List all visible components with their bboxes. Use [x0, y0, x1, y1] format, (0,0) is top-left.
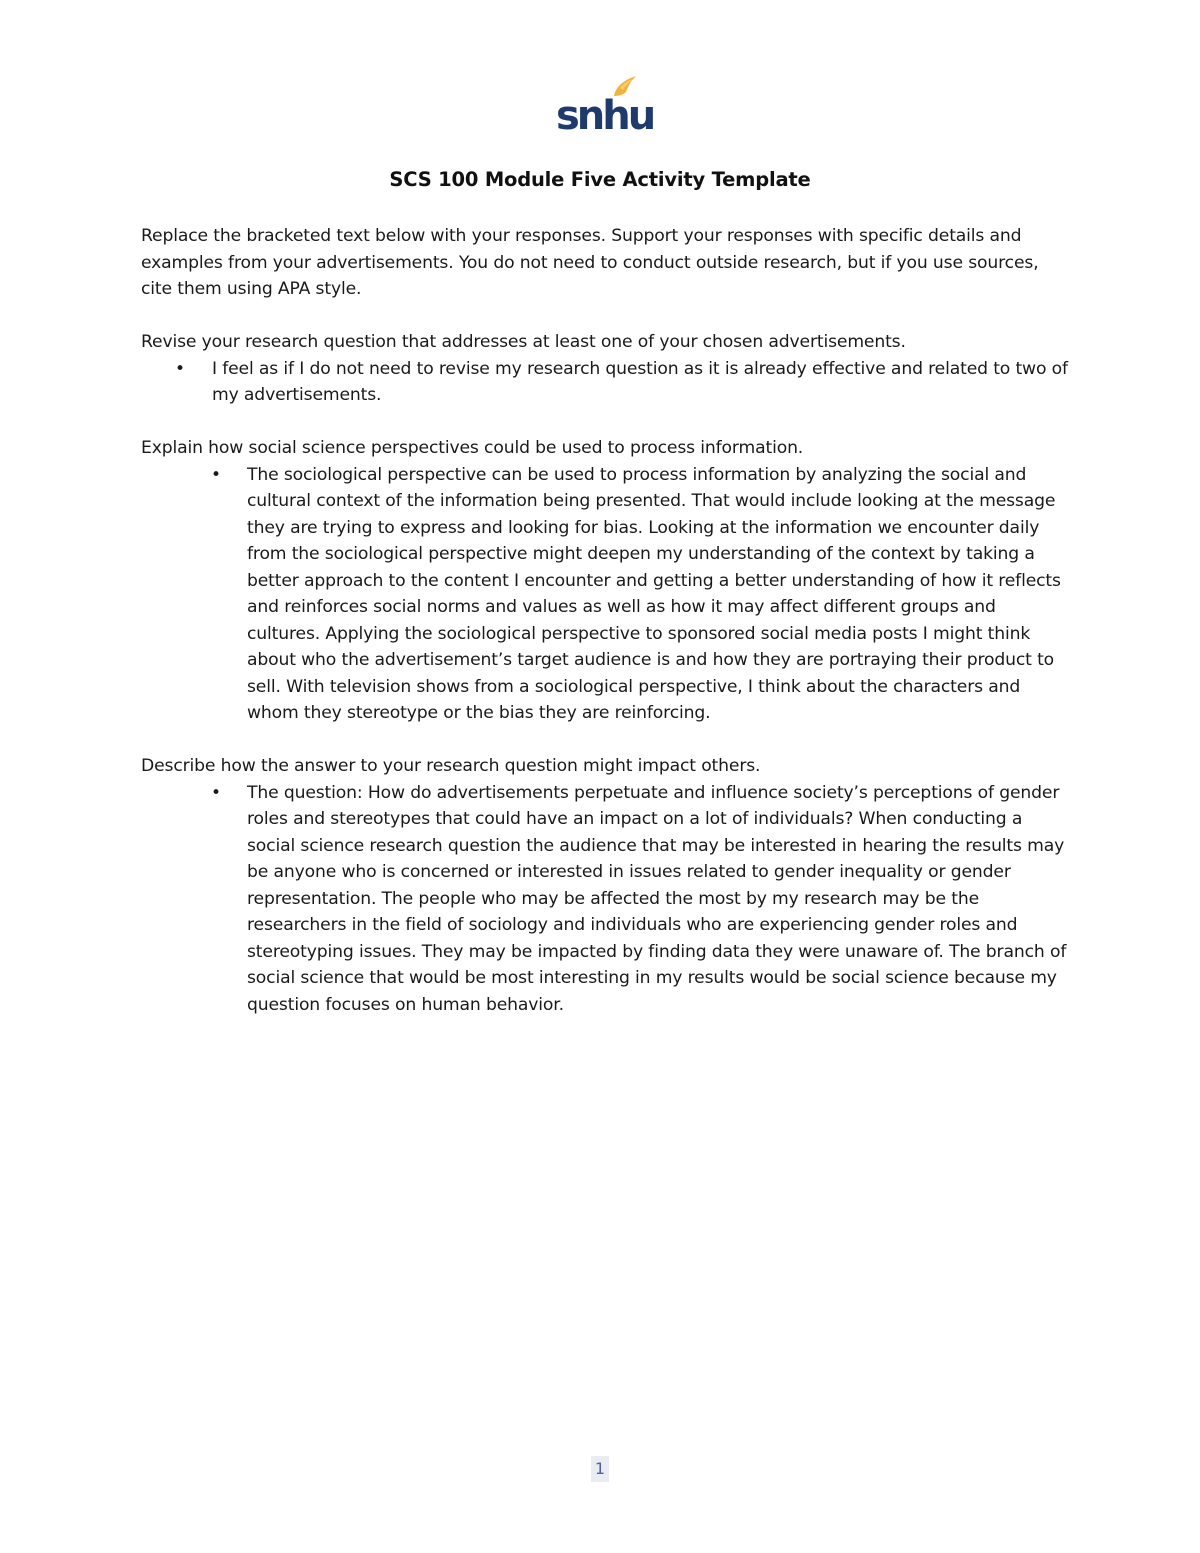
section-prompt: Revise your research question that addresses at least one of your chosen advertisements. [141, 332, 906, 352]
logo-wordmark: snhu [556, 93, 654, 139]
page-number: 1 [591, 1456, 609, 1482]
bullet-icon: • [175, 358, 185, 379]
document-body [141, 223, 1071, 1018]
section-response: The sociological perspective can be used to process information by analyzing the social and cultural context of the information being presented. That would include looking at the message they are trying to express and looking for bias. Looking at the information we encounter daily from the sociological perspective might deepen my understanding of the context by taking a better approach to the content I encounter and getting a better understanding of how it reflects and reinforces social norms and values as well as how it may affect different groups and cultures. Applying the sociological perspective to sponsored social media posts I might think about who the advertisement’s target audience is and how they are portraying their product to sell. With television shows from a sociological perspective, I think about the characters and whom they stereotype or the bias they are reinforcing. [247, 464, 1061, 723]
section-prompt: Explain how social science perspectives could be used to process information. [141, 438, 804, 458]
section-prompt: Describe how the answer to your research question might impact others. [141, 756, 761, 776]
page-title: SCS 100 Module Five Activity Template [389, 168, 811, 191]
section-response: The question: How do advertisements perpetuate and influence society’s perceptions of gender roles and stereotypes that could have an impact on a lot of individuals? When conducting a social science research question the audience that may be interested in hearing the results may be anyone who is concerned or interested in issues related to gender inequality or gender representation. The people who may be affected the most by my research may be the researchers in the field of sociology and individuals who are experiencing gender roles and stereotyping issues. They may be impacted by finding data they were unaware of. The branch of social science that would be most interesting in my results would be social science because my question focuses on human behavior. [247, 782, 1067, 1015]
bullet-icon: • [211, 782, 221, 803]
list-item [141, 356, 1071, 409]
section-response: I feel as if I do not need to revise my research question as it is already effective and related to two of my advertisements. [212, 358, 1068, 405]
list-item [141, 462, 1071, 727]
intro-paragraph: Replace the bracketed text below with your responses. Support your responses with specific details and examples from your advertisements. You do not need to conduct outside research, but if you use sources, cite them using APA style. [141, 226, 1039, 299]
list-item [141, 780, 1071, 1019]
snhu-logo [556, 74, 654, 139]
bullet-icon: • [211, 464, 221, 485]
page-footer [0, 1456, 1200, 1482]
